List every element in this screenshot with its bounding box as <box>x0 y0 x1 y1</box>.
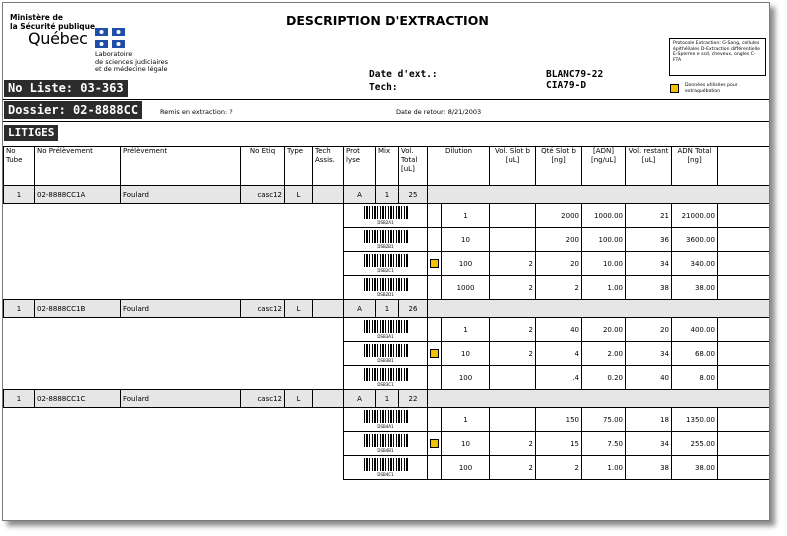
list-number-banner: No Liste: 03-363 <box>4 80 128 97</box>
dilution-value: 100 <box>442 366 490 390</box>
sample-protlyse: A <box>344 390 376 408</box>
sample-vol-total: 26 <box>399 300 428 318</box>
sample-type: L <box>285 300 313 318</box>
col-tech-assis: Tech Assis. <box>313 147 344 186</box>
vol-restant-value: 20 <box>626 318 672 342</box>
dilution-row <box>4 276 770 300</box>
adn-conc-value: 100.00 <box>582 228 626 252</box>
divider <box>3 99 769 100</box>
vol-slot-value <box>490 228 536 252</box>
vol-restant-value: 40 <box>626 366 672 390</box>
qte-slot-value: 4 <box>536 342 582 366</box>
used-data-legend-text: Données utilisées pour extraquébation <box>685 83 738 94</box>
sample-vol-total: 22 <box>399 390 428 408</box>
qte-slot-value: 200 <box>536 228 582 252</box>
adn-total-value: 1350.00 <box>672 408 718 432</box>
dilution-row <box>4 342 770 366</box>
sample-mix: 1 <box>376 300 399 318</box>
sample-etiq: casc12 <box>241 300 285 318</box>
tech-label: Tech: <box>369 82 398 93</box>
vol-restant-value: 38 <box>626 456 672 480</box>
qte-slot-value: 20 <box>536 252 582 276</box>
barcode-icon <box>364 206 408 219</box>
qte-slot-value: 2 <box>536 276 582 300</box>
vol-restant-value: 36 <box>626 228 672 252</box>
sample-tube: 1 <box>4 300 35 318</box>
adn-total-value: 8.00 <box>672 366 718 390</box>
sample-row <box>4 186 770 204</box>
vol-slot-value: 2 <box>490 342 536 366</box>
fleur-de-lis-flag-icon <box>95 28 125 48</box>
sample-type: L <box>285 390 313 408</box>
col-no-etiq: No Etiq <box>241 147 285 186</box>
qte-slot-value: 40 <box>536 318 582 342</box>
sample-mix: 1 <box>376 390 399 408</box>
vol-slot-value <box>490 204 536 228</box>
col-adn-conc: [ADN] [ng/uL] <box>582 147 626 186</box>
dilution-value: 1 <box>442 204 490 228</box>
vol-slot-value <box>490 366 536 390</box>
dilution-value: 100 <box>442 456 490 480</box>
col-adn-total: ADN Total [ng] <box>672 147 718 186</box>
barcode: DSB4B1 <box>344 432 428 456</box>
qte-slot-value: 2000 <box>536 204 582 228</box>
ministry-line-2: la Sécurité publique <box>10 22 96 31</box>
qte-slot-value: 2 <box>536 456 582 480</box>
laboratory-name <box>95 51 168 74</box>
adn-total-value: 255.00 <box>672 432 718 456</box>
adn-total-value: 21000.00 <box>672 204 718 228</box>
barcode: DSB3A1 <box>344 318 428 342</box>
barcode-icon <box>364 410 408 423</box>
barcode: DSB3B1 <box>344 342 428 366</box>
sample-tube: 1 <box>4 186 35 204</box>
barcode-icon <box>364 320 408 333</box>
lab-line-2: de sciences judiciaires <box>95 57 169 66</box>
vol-slot-value: 2 <box>490 252 536 276</box>
col-vol-slot: Vol. Slot b [uL] <box>490 147 536 186</box>
sample-prelevement: Foulard <box>121 186 241 204</box>
adn-conc-value: 1.00 <box>582 456 626 480</box>
barcode: DSB2A1 <box>344 204 428 228</box>
dilution-row <box>4 366 770 390</box>
barcode-icon <box>364 278 408 291</box>
sample-tech <box>313 300 344 318</box>
extraction-report-page <box>2 2 770 521</box>
adn-total-value: 340.00 <box>672 252 718 276</box>
vol-slot-value: 2 <box>490 432 536 456</box>
dilution-row <box>4 432 770 456</box>
remis-extraction-label: Remis en extraction: ? <box>160 108 233 116</box>
sample-tube: 1 <box>4 390 35 408</box>
sample-type: L <box>285 186 313 204</box>
vol-restant-value: 21 <box>626 204 672 228</box>
adn-conc-value: 2.00 <box>582 342 626 366</box>
barcode: DSB2D1 <box>344 276 428 300</box>
col-vol-total: Vol. Total [uL] <box>399 147 428 186</box>
sample-no-prelevement: 02-8888CC1A <box>35 186 121 204</box>
sample-protlyse: A <box>344 186 376 204</box>
barcode-icon <box>364 368 408 381</box>
extraction-table <box>3 146 770 480</box>
dilution-row <box>4 456 770 480</box>
adn-total-value: 68.00 <box>672 342 718 366</box>
sample-no-prelevement: 02-8888CC1C <box>35 390 121 408</box>
col-no-prelevement: No Prélèvement <box>35 147 121 186</box>
dilution-row <box>4 252 770 276</box>
col-qte-slot: Qté Slot b [ng] <box>536 147 582 186</box>
lab-line-1: Laboratoire <box>95 50 133 58</box>
adn-total-value: 400.00 <box>672 318 718 342</box>
barcode-icon <box>364 458 408 471</box>
return-date-label: Date de retour: 8/21/2003 <box>396 108 482 116</box>
vol-restant-value: 34 <box>626 252 672 276</box>
qte-slot-value: 150 <box>536 408 582 432</box>
table-header-row <box>4 147 770 186</box>
vol-restant-value: 34 <box>626 432 672 456</box>
quebec-wordmark: Québec <box>28 29 88 48</box>
adn-conc-value: 0.20 <box>582 366 626 390</box>
col-mix: Mix <box>376 147 399 186</box>
barcode: DSB2C1 <box>344 252 428 276</box>
dilution-value: 10 <box>442 342 490 366</box>
vol-slot-value: 2 <box>490 456 536 480</box>
ministry-line-1: Ministère de <box>10 13 63 22</box>
protocol-legend-box: Protocole Extraction: G-Sang, cellules épithéliales D-Extraction différentielle E-Sperme e ssd, cheveux, ongles C-FTA <box>669 38 766 76</box>
adn-conc-value: 20.00 <box>582 318 626 342</box>
col-prelevement: Prélèvement <box>121 147 241 186</box>
barcode-icon <box>364 344 408 357</box>
adn-conc-value: 1.00 <box>582 276 626 300</box>
sample-protlyse: A <box>344 300 376 318</box>
dilution-value: 100 <box>442 252 490 276</box>
date-extraction-label: Date d'ext.: <box>369 69 438 80</box>
col-no-tube: No Tube <box>4 147 35 186</box>
divider <box>3 121 769 122</box>
used-data-legend-swatch <box>670 84 679 93</box>
col-prot-lyse: Prot lyse <box>344 147 376 186</box>
sample-tech <box>313 390 344 408</box>
col-type: Type <box>285 147 313 186</box>
dilution-value: 1 <box>442 318 490 342</box>
barcode: DSB4A1 <box>344 408 428 432</box>
barcode: DSB4C1 <box>344 456 428 480</box>
vol-restant-value: 34 <box>626 342 672 366</box>
lab-line-3: et de médecine légale <box>95 65 168 73</box>
used-data-flag-icon <box>430 349 439 358</box>
used-data-flag-icon <box>430 439 439 448</box>
vol-slot-value: 2 <box>490 276 536 300</box>
vol-restant-value: 18 <box>626 408 672 432</box>
col-vol-restant: Vol. restant [uL] <box>626 147 672 186</box>
barcode: DSB3C1 <box>344 366 428 390</box>
sample-prelevement: Foulard <box>121 390 241 408</box>
blank-control-id: BLANC79-22 <box>546 69 604 80</box>
case-number-banner: Dossier: 02-8888CC <box>4 101 142 119</box>
dilution-row <box>4 318 770 342</box>
dilution-row <box>4 204 770 228</box>
barcode-icon <box>364 230 408 243</box>
barcode-icon <box>364 254 408 267</box>
qte-slot-value: 15 <box>536 432 582 456</box>
dilution-value: 10 <box>442 432 490 456</box>
sample-etiq: casc12 <box>241 186 285 204</box>
used-data-flag-icon <box>430 259 439 268</box>
dilution-row <box>4 228 770 252</box>
col-dilution: Dilution <box>428 147 490 186</box>
adn-total-value: 3600.00 <box>672 228 718 252</box>
sample-row <box>4 390 770 408</box>
vol-restant-value: 38 <box>626 276 672 300</box>
vol-slot-value <box>490 408 536 432</box>
sample-etiq: casc12 <box>241 390 285 408</box>
sample-mix: 1 <box>376 186 399 204</box>
adn-total-value: 38.00 <box>672 456 718 480</box>
dilution-value: 10 <box>442 228 490 252</box>
adn-conc-value: 75.00 <box>582 408 626 432</box>
vol-slot-value: 2 <box>490 318 536 342</box>
qte-slot-value: .4 <box>536 366 582 390</box>
sample-no-prelevement: 02-8888CC1B <box>35 300 121 318</box>
dilution-row <box>4 408 770 432</box>
sample-row <box>4 300 770 318</box>
adn-conc-value: 7.50 <box>582 432 626 456</box>
section-litiges-banner: LITIGES <box>4 125 58 141</box>
adn-conc-value: 10.00 <box>582 252 626 276</box>
col-blank <box>718 147 770 186</box>
barcode-icon <box>364 434 408 447</box>
report-title: DESCRIPTION D'EXTRACTION <box>286 13 489 28</box>
cia-control-id: CIA79-D <box>546 80 587 91</box>
adn-conc-value: 1000.00 <box>582 204 626 228</box>
sample-prelevement: Foulard <box>121 300 241 318</box>
dilution-value: 1 <box>442 408 490 432</box>
sample-tech <box>313 186 344 204</box>
adn-total-value: 38.00 <box>672 276 718 300</box>
dilution-value: 1000 <box>442 276 490 300</box>
sample-vol-total: 25 <box>399 186 428 204</box>
barcode: DSB2B1 <box>344 228 428 252</box>
